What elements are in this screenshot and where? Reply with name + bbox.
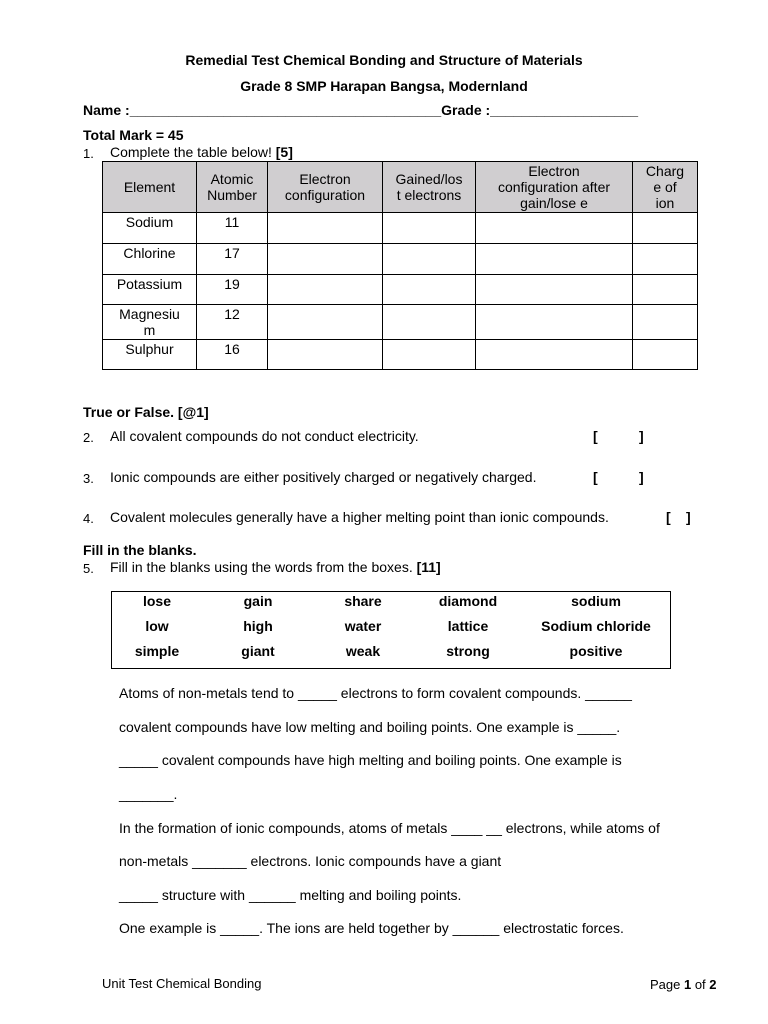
fill-heading: Fill in the blanks. [83,542,197,558]
grade-label: Grade : [441,102,491,118]
word-box-item: water [344,618,382,634]
q2-bracket-close[interactable]: ] [639,428,644,444]
q2-bracket-open[interactable]: [ [593,428,598,444]
answer-cell[interactable] [383,340,476,370]
q2-number: 2. [83,430,94,445]
q1-text [110,144,293,160]
header-gained-lost: Gained/los t electrons [383,162,476,213]
word-box-item: simple [134,643,180,659]
q5-instruction: Fill in the blanks using the words from the boxes. [110,559,417,575]
header-charge: Charg e of ion [633,162,698,213]
header-config-after: Electron configuration after gain/lose e [476,162,633,213]
answer-cell[interactable] [476,340,633,370]
word-box-item: gain [243,593,273,609]
table-row [103,213,698,244]
word-box-item: weak [345,643,381,659]
word-box-item: low [145,618,169,634]
q1-marks: [5] [275,144,293,160]
total-mark: Total Mark = 45 [83,127,184,143]
word-box-item: Sodium chloride [541,618,651,634]
atomic-number-cell: 19 [197,275,268,305]
word-box-item: diamond [438,593,498,609]
element-cell: Sulphur [103,340,197,370]
word-box-item: positive [569,643,623,659]
answer-cell[interactable] [268,213,383,244]
header-electron-configuration: Electron configuration [268,162,383,213]
answer-cell[interactable] [633,340,698,370]
word-box-item: strong [446,643,490,659]
header-element: Element [103,162,197,213]
answer-cell[interactable] [268,340,383,370]
atomic-number-cell: 12 [197,305,268,340]
page-title: Remedial Test Chemical Bonding and Structure of Materials [185,52,583,68]
q5-number: 5. [83,561,94,576]
word-box [111,591,671,669]
answer-cell[interactable] [633,244,698,275]
q2-text: All covalent compounds do not conduct electricity. [110,428,419,444]
word-box-item: high [243,618,273,634]
answer-cell[interactable] [633,213,698,244]
answer-cell[interactable] [268,305,383,340]
q3-text: Ionic compounds are either positively charged or negatively charged. [110,469,537,485]
q4-text: Covalent molecules generally have a higher melting point than ionic compounds. [110,509,609,525]
answer-cell[interactable] [633,305,698,340]
answer-cell[interactable] [476,275,633,305]
answer-cell[interactable] [383,213,476,244]
fill-line: _____ covalent compounds have high melting and boiling points. One example is [119,752,622,768]
table-row [103,305,698,340]
q4-bracket-open[interactable]: [ [666,509,671,525]
header-atomic-number: Atomic Number [197,162,268,213]
word-box-item: share [344,593,382,609]
answer-cell[interactable] [268,244,383,275]
fill-line: _____ structure with ______ melting and boiling points. [119,887,462,903]
word-box-item: giant [241,643,275,659]
fill-line: In the formation of ionic compounds, atoms of metals ____ __ electrons, while atoms of [119,820,660,836]
fill-line: One example is _____. The ions are held together by ______ electrostatic forces. [119,920,624,936]
answer-cell[interactable] [383,275,476,305]
word-box-item: lattice [447,618,489,634]
name-line [83,102,638,118]
fill-line: covalent compounds have low melting and boiling points. One example is _____. [119,719,621,735]
page-subtitle: Grade 8 SMP Harapan Bangsa, Modernland [240,78,528,94]
element-cell: Magnesiu m [103,305,197,340]
element-cell: Potassium [103,275,197,305]
word-box-item: lose [142,593,171,609]
element-cell: Sodium [103,213,197,244]
name-label: Name : [83,102,130,118]
table-row [103,275,698,305]
atomic-number-cell: 11 [197,213,268,244]
answer-cell[interactable] [268,275,383,305]
fill-line: _______. [119,786,178,802]
answer-cell[interactable] [476,244,633,275]
page-number: Page 1 of 2 [650,977,717,992]
answer-cell[interactable] [476,305,633,340]
answer-cell[interactable] [633,275,698,305]
word-box-item: sodium [571,593,621,609]
grade-blank: ___________________ [490,102,639,118]
answer-cell[interactable] [383,244,476,275]
q3-number: 3. [83,471,94,486]
q4-bracket-close[interactable]: ] [686,509,691,525]
element-table [102,161,698,370]
answer-cell[interactable] [383,305,476,340]
fill-line: Atoms of non-metals tend to _____ electrons to form covalent compounds. ______ [119,685,632,701]
footer-title: Unit Test Chemical Bonding [102,976,262,991]
name-blank: ________________________________________ [129,102,442,118]
answer-cell[interactable] [476,213,633,244]
element-cell: Chlorine [103,244,197,275]
table-header-row [103,162,698,213]
q3-bracket-open[interactable]: [ [593,469,598,485]
fill-line: non-metals _______ electrons. Ionic compounds have a giant [119,853,502,869]
tf-heading: True or False. [@1] [83,404,209,420]
atomic-number-cell: 17 [197,244,268,275]
q5-marks: [11] [416,559,441,575]
q3-bracket-close[interactable]: ] [639,469,644,485]
q1-number: 1. [83,146,94,161]
q4-number: 4. [83,511,94,526]
q1-instruction: Complete the table below! [110,144,276,160]
table-row [103,244,698,275]
q5-text [110,559,441,575]
atomic-number-cell: 16 [197,340,268,370]
table-row [103,340,698,370]
